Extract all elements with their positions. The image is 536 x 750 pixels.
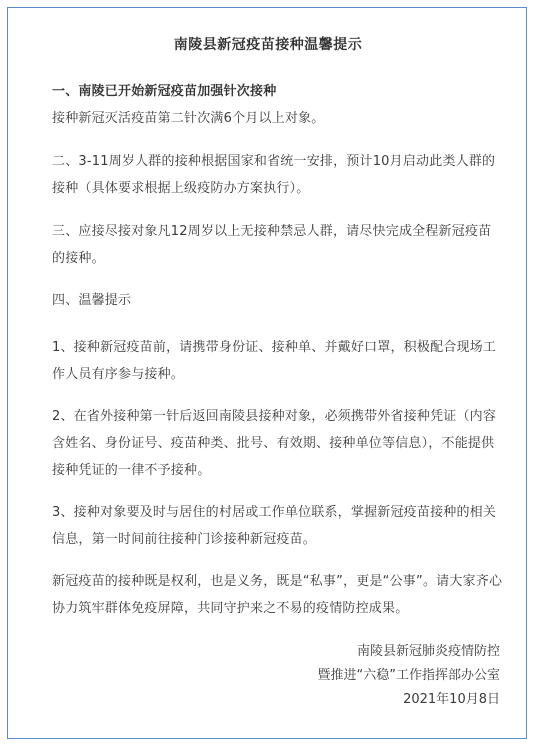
signature-date: 2021年10月8日 — [403, 692, 500, 707]
section1-heading: 一、南陵已开始新冠疫苗加强针次接种 — [52, 84, 277, 99]
tip2-text: 2、在省外接种第一针后返回南陵县接种对象，必须携带外省接种凭证（内容含姓名、身份证号、疫苗种类、批号、有效期、接种单位等信息），不能提供接种凭证的一律不予接种。 — [52, 409, 497, 478]
tip3-text: 3、接种对象要及时与居住的村居或工作单位联系，掌握新冠疫苗接种的相关信息，第一时间前往接种门诊接种新冠疫苗。 — [52, 505, 497, 547]
tip1-text: 1、接种新冠疫苗前，请携带身份证、接种单、并戴好口罩，积极配合现场工作人员有序参与接种。 — [52, 340, 497, 382]
closing-text: 新冠疫苗的接种既是权利，也是义务，既是“私事”，更是“公事”。请大家齐心协力筑牢群体免疫屏障，共同守护来之不易的疫情防控成果。 — [52, 574, 503, 616]
section1-body: 接种新冠灭活疫苗第二针次满6个月以上对象。 — [52, 111, 325, 126]
section3-text: 三、应接尽接对象凡12周岁以上无接种禁忌人群，请尽快完成全程新冠疫苗的接种。 — [52, 224, 492, 266]
signature-line1: 南陵县新冠肺炎疫情防控 — [356, 644, 500, 659]
section4-heading: 四、温馨提示 — [52, 293, 132, 308]
notice-title: 南陵县新冠疫苗接种温馨提示 — [173, 37, 363, 53]
section2-text: 二、3-11周岁人群的接种根据国家和省统一安排，预计10月启动此类人群的接种（具体要求根据上级疫防办方案执行）。 — [52, 154, 496, 196]
signature-line2: 暨推进“六稳”工作指挥部办公室 — [317, 668, 500, 683]
